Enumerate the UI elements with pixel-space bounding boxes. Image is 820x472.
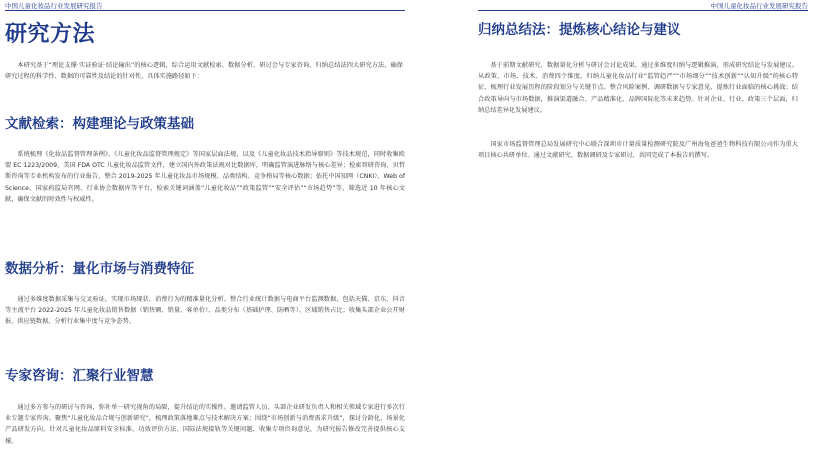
section-title-literature: 文献检索：构建理论与政策基础 <box>5 116 194 132</box>
header-divider-right <box>478 10 808 11</box>
section-body-literature: 系统梳理《化妆品监督管理条例》、《儿童化妆品监督管理规定》等国家层面法规，以及《儿童化妆品技术指导原则》等技术规范，同时收集欧盟 EC 1223/2009、美国 FDA OTC 儿童化妆品监管文件，建立国内外政策法规对比数据库，明确监管演进脉络与核心差异；检索智研咨询、贝哲斯咨询等专业机构发布的行业报告，整合 2019-2025 年儿童化妆品市场规模、品类结构、竞争格局等核心数据；依托中国知网（CNKI）、Web of Science、国家药监局官网、行业协会数据库等平台，检索关键词涵盖“儿童化妆品”“政策监管”“安全评估”“市场趋势”等，筛选近 10 年核心文献，确保文献的时效性与权威性。 <box>5 151 405 203</box>
section-title-induction: 归纳总结法：提炼核心结论与建议 <box>478 22 681 38</box>
intro-paragraph: 本研究基于“理论支撑·实证验证·结论输出”的核心逻辑，综合运用文献检索、数据分析、研讨会与专家咨询、归纳总结法四大研究方法，确保研究过程的科学性、数据的可靠性及结论的针对性，具体实施路径如下： <box>5 62 403 81</box>
section-title-expert-consultation: 专家咨询：汇聚行业智慧 <box>5 368 154 384</box>
section-body-induction: 基于前期文献研究、数据量化分析与研讨会讨论成果，通过多维度归纳与逻辑推演，形成研究结论与发展建议。从政策、市场、技术、消费四个维度，归纳儿童化妆品行业“监管趋严”“市场细分”“技术创新”“认知升级”的核心特征，梳理行业发展历程的阶段划分与关键节点。整合风险案例、调研数据与专家意见，提炼行业面临的核心挑战；结合政策导向与市场数据，推演渠道融合、产品精准化、品牌国际化等未来趋势。针对企业、行业、政策三个层面，归纳总结差异化发展建议。 <box>478 62 798 114</box>
page-header-right: 中国儿童化妆品行业发展研究报告 <box>710 2 808 10</box>
section-body-expert-consultation: 通过多方参与的研讨与咨询，弥补单一研究视角的局限，提升结论的实操性。邀请监管人员、头部企业研发负责人和相关领域专家进行多次行业专题专家咨询。聚焦“儿童化妆品合规与创新研究”，梳理政策落地难点与技术解决方案；围绕“市场创新与消费需求升级”，探讨分龄化、场景化产品研发方向。针对儿童化妆品原料安全标准、功效评价方法、国际法规接轨等关键问题，收集专项咨询意见，为研究报告修改完善提供核心支撑。 <box>5 404 405 445</box>
page-header-left: 中国儿童化妆品行业发展研究报告 <box>5 2 103 10</box>
page-title: 研究方法 <box>5 22 96 47</box>
section-body-data-analysis: 通过多维度数据采集与交叉验证，实现市场现状、消费行为的精准量化分析。整合行业统计数据与电商平台监测数据，包括天猫、京东、抖音等主流平台 2022-2025 年儿童化妆品销售数据（销售额、销量、客单价）、品类分布（基础护理、防晒等）、区域销售占比；收集头部企业公开财报、供应链数据，分析行业集中度与竞争态势。 <box>5 296 405 326</box>
section-title-data-analysis: 数据分析：量化市场与消费特征 <box>5 261 194 277</box>
section-body-partners: 国家市场监督管理总局发展研究中心联合深圳市计量质量检测研究院及广州海龟爸爸生物科技有限公司作为重大项目核心共研单位。通过文献研究、数据调研及专家研讨，共同完成了本报告的撰写。 <box>478 141 798 160</box>
header-divider-left <box>5 10 405 11</box>
